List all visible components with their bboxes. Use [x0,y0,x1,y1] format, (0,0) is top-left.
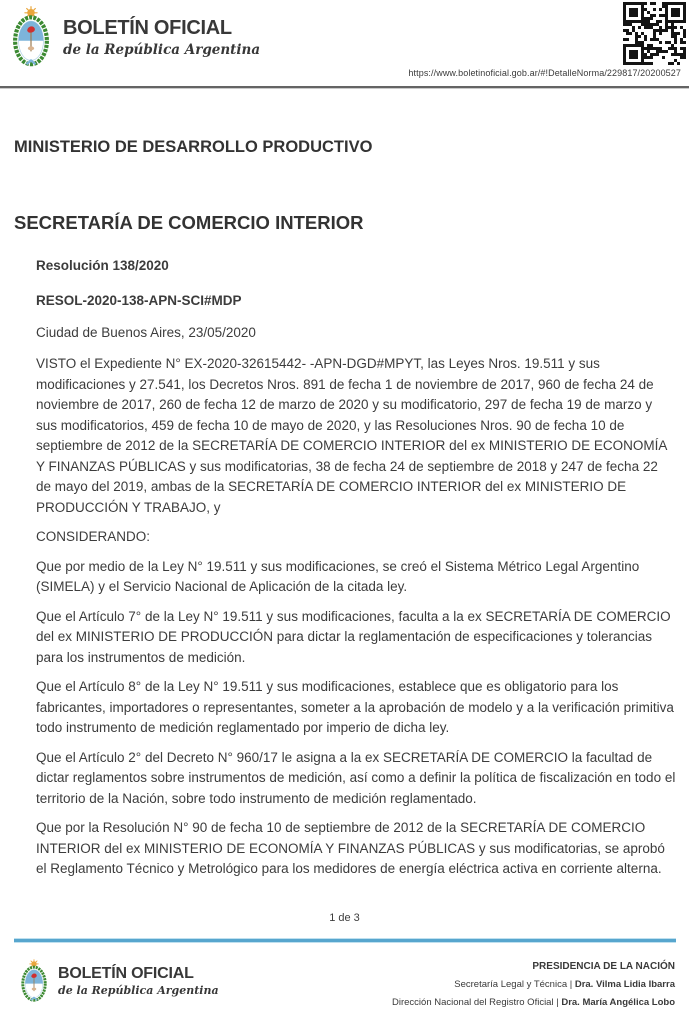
resolution-code: RESOL-2020-138-APN-SCI#MDP [36,293,242,308]
official-name: Dra. Vilma Lidia Ibarra [574,979,675,990]
qr-code-icon [623,2,686,65]
footer-brand-text [58,965,219,997]
official-office: Secretaría Legal y Técnica | [454,979,575,990]
paragraph-que-1: Que por medio de la Ley N° 19.511 y sus modificaciones, se creó el Sistema Métrico Legal Argentino (SIMELA) y el Servicio Nacional de Aplicación de la citada ley. [36,558,640,594]
footer-divider [14,939,676,942]
coat-of-arms-icon [18,956,50,1006]
footer-boletin-oficial-logo [18,956,219,1006]
resolution-text [14,354,676,880]
page-footer [18,951,675,1008]
official-line [392,997,675,1008]
footer-brand-title: BOLETÍN OFICIAL [58,965,194,982]
paragraph-considerando: CONSIDERANDO: [36,529,151,544]
paragraph-que-5: Que por la Resolución N° 90 de fecha 10 de septiembre de 2012 de la SECRETARÍA DE COMERCIO INTERIOR del ex MINISTERIO DE ECONOMÍA Y FINANZAS PÚBLICAS y sus modificatorias, se aprobó el Reglamento Técnico y Metrológico para los medidores de energía eléctrica activa en corriente alterna. [36,820,665,876]
coat-of-arms-icon [8,6,54,68]
paragraph-visto: VISTO el Expediente N° EX-2020-32615442- -APN-DGD#MPYT, las Leyes Nros. 19.511 y sus modificaciones y 27.541, los Decretos Nros. 891 de fecha 1 de noviembre de 2017, 960 de fecha 24 de noviembre de 2017, 260 de fecha 12 de marzo de 2020 y su modificatorio, 297 de fecha 19 de marzo y sus modificatorios, 459 de fecha 10 de mayo de 2020, y las Resoluciones Nros. 90 de fecha 10 de septiembre de 2012 de la SECRETARÍA DE COMERCIO INTERIOR del ex MINISTERIO DE ECONOMÍA Y FINANZAS PÚBLICAS y sus modificatorias, 38 de fecha 24 de septiembre de 2018 y 247 de fecha 22 de mayo del 2019, ambas de la SECRETARÍA DE COMERCIO INTERIOR del ex MINISTERIO DE PRODUCCIÓN Y TRABAJO, y [36,356,667,515]
official-office: Dirección Nacional del Registro Oficial | [392,997,562,1008]
brand-title: BOLETÍN OFICIAL [63,16,232,39]
paragraph-que-2: Que el Artículo 7° de la Ley N° 19.511 y sus modificaciones, faculta a la ex SECRETARÍA DE COMERCIO del ex MINISTERIO DE PRODUCCIÓN para dictar la reglamentación de especificaciones y tolerancias para los instrumentos de medición. [36,608,671,665]
footer-brand-tagline: de la República Argentina [58,984,219,997]
officials-block [392,951,675,1008]
page-indicator: 1 de 3 [329,912,360,924]
official-name: Dra. María Angélica Lobo [561,997,675,1008]
norma-url: https://www.boletinoficial.gob.ar/#!DetalleNorma/229817/20200527 [408,68,681,78]
resolution-number: Resolución 138/2020 [36,258,169,273]
brand-tagline: de la República Argentina [63,41,261,58]
boletin-oficial-logo [8,6,260,68]
secretariat-title: SECRETARÍA DE COMERCIO INTERIOR [14,212,364,233]
document-body [14,88,676,880]
presidency-title: PRESIDENCIA DE LA NACIÓN [532,961,675,972]
ministry-title: MINISTERIO DE DESARROLLO PRODUCTIVO [14,138,373,156]
page-header [0,0,689,88]
official-line [392,979,675,990]
paragraph-que-3: Que el Artículo 8° de la Ley N° 19.511 y sus modificaciones, establece que es obligatorio para los fabricantes, importadores o representantes, someter a la aprobación de modelo y a la verificación primitiva todo instrumento de medición reglamentado por imperio de dicha ley. [36,679,674,735]
brand-text [63,17,260,58]
dateline: Ciudad de Buenos Aires, 23/05/2020 [36,325,256,340]
paragraph-que-4: Que el Artículo 2° del Decreto N° 960/17 le asigna a la ex SECRETARÍA DE COMERCIO la facultad de dictar reglamentos sobre instrumentos de medición, así como a definir la política de fiscalización en todo el territorio de la Nación, sobre todo instrumento de medición reglamentado. [36,749,676,806]
